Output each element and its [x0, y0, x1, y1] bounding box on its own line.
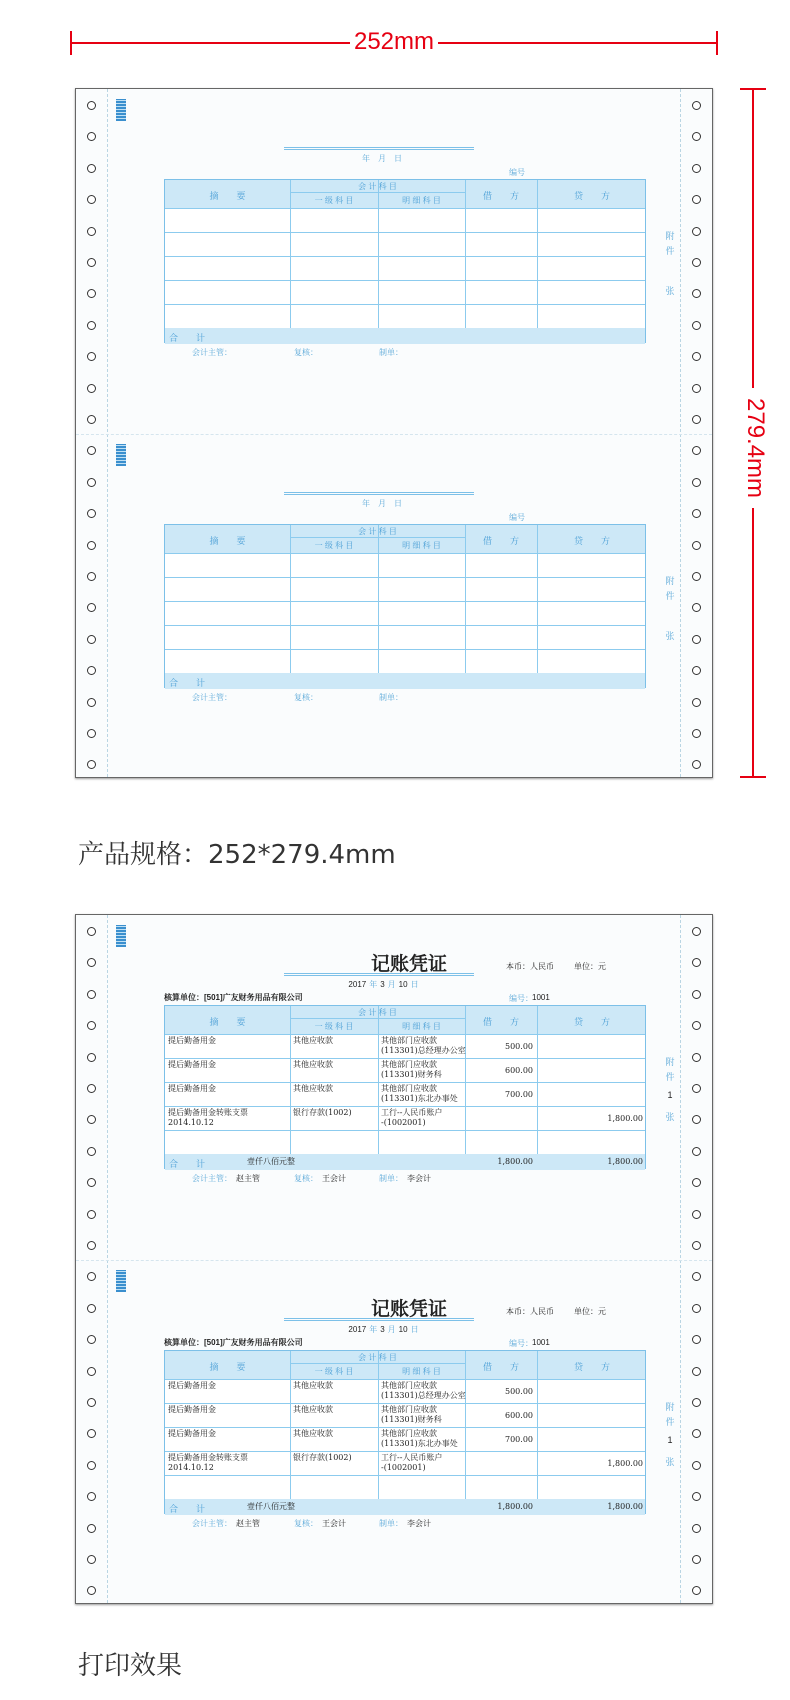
voucher-number: 1001 [532, 993, 550, 1002]
row-divider [165, 256, 645, 257]
attachment-label-fu: 附 [665, 1402, 675, 1412]
total-credit: 1,800.00 [607, 1502, 643, 1511]
attachment-label-jian: 件 [665, 591, 675, 601]
number-label: 编号 [509, 513, 525, 522]
attachment-label-jian: 件 [665, 1417, 675, 1427]
reviewer-label: 复核： [294, 1174, 318, 1183]
header-credit: 贷 方 [573, 536, 610, 546]
date-year: 2017 [348, 980, 367, 989]
side-brand-logo [112, 444, 126, 694]
number-label: 编号： [509, 1339, 533, 1348]
column-divider [465, 1351, 466, 1499]
tractor-hole [87, 1084, 96, 1093]
tractor-hole [692, 927, 701, 936]
header-credit: 贷 方 [573, 191, 610, 201]
header-level1: 一 级 科 目 [314, 541, 354, 550]
header-summary: 摘 要 [209, 1362, 246, 1372]
header-detail: 明 细 科 目 [402, 541, 441, 550]
maker-label: 制单： [379, 1174, 403, 1183]
total-words: 壹仟八佰元整 [247, 1502, 295, 1511]
header-detail: 明 细 科 目 [402, 196, 441, 205]
date-month: 3 [380, 980, 385, 989]
row-divider [165, 1106, 645, 1107]
maker-signer [379, 1518, 431, 1529]
tractor-hole [87, 1304, 96, 1313]
total-label: 合 计 [169, 678, 206, 688]
total-words: 壹仟八佰元整 [247, 1157, 295, 1166]
row-level1: 其他应收款 [293, 1429, 333, 1438]
spec-caption: 产品规格：252*279.4mm [78, 840, 396, 870]
tractor-hole [692, 1555, 701, 1564]
tractor-hole [87, 927, 96, 936]
supervisor-signer [192, 1518, 260, 1529]
reviewer-name: 王会计 [322, 1174, 346, 1183]
voucher-date [282, 1324, 482, 1335]
tractor-hole [87, 1555, 96, 1564]
voucher-number: 1001 [532, 1338, 550, 1347]
tractor-hole [87, 635, 96, 644]
total-debit: 1,800.00 [497, 1502, 533, 1511]
maker-label: 制单： [379, 1519, 403, 1528]
header-split [290, 192, 465, 193]
voucher-date [282, 979, 482, 990]
row-debit: 700.00 [505, 1090, 533, 1099]
entity-label: 核算单位：[501]广友财务用品有限公司 [164, 1338, 303, 1347]
maker-label: 制单： [379, 693, 403, 702]
reviewer-signer [294, 1518, 346, 1529]
side-brand-logo [112, 99, 126, 349]
tractor-hole [692, 635, 701, 644]
row-summary: 提后勤备用金 [168, 1429, 216, 1438]
tractor-hole [692, 384, 701, 393]
attachment-label-zhang: 张 [665, 286, 675, 296]
tractor-hole [87, 101, 96, 110]
header-split [290, 537, 465, 538]
reviewer-signer [294, 347, 318, 358]
tractor-hole [692, 990, 701, 999]
attachment-label-fu: 附 [665, 1057, 675, 1067]
tractor-hole [692, 729, 701, 738]
header-credit: 贷 方 [573, 1017, 610, 1027]
currency-label: 本币：人民币 [506, 962, 554, 971]
header-bottom [165, 208, 645, 209]
reviewer-label: 复核： [294, 693, 318, 702]
attachment-label-fu: 附 [665, 576, 675, 586]
row-summary: 提后勤备用金 [168, 1060, 216, 1069]
supervisor-signer [192, 1173, 260, 1184]
entity-label: 核算单位：[501]广友财务用品有限公司 [164, 993, 303, 1002]
date-month-label: 月 [387, 980, 396, 989]
tractor-hole [87, 990, 96, 999]
tractor-hole [692, 1304, 701, 1313]
column-divider [537, 525, 538, 673]
tractor-hole [692, 478, 701, 487]
row-debit: 700.00 [505, 1435, 533, 1444]
tractor-hole [692, 1398, 701, 1407]
supervisor-name: 赵主管 [236, 1519, 260, 1528]
total-label: 合 计 [169, 1504, 206, 1514]
row-level1: 银行存款(1002) [293, 1108, 352, 1117]
row-credit: 1,800.00 [607, 1114, 643, 1123]
row-level1: 其他应收款 [293, 1405, 333, 1414]
tractor-hole [692, 321, 701, 330]
row-summary: 提后勤备用金转账支票 2014.10.12 [168, 1108, 248, 1127]
row-level1: 其他应收款 [293, 1060, 333, 1069]
blank-form-sheet [75, 88, 713, 778]
header-credit: 贷 方 [573, 1362, 610, 1372]
row-divider [165, 1403, 645, 1404]
header-split [290, 1363, 465, 1364]
column-divider [537, 180, 538, 328]
maker-signer [379, 347, 403, 358]
header-summary: 摘 要 [209, 1017, 246, 1027]
title-underline [284, 147, 474, 150]
voucher-table [164, 1005, 646, 1169]
number-label: 编号 [509, 168, 525, 177]
total-credit: 1,800.00 [607, 1157, 643, 1166]
row-level1: 其他应收款 [293, 1084, 333, 1093]
voucher [164, 1260, 646, 1604]
row-divider [165, 577, 645, 578]
row-divider [165, 649, 645, 650]
total-label: 合 计 [169, 1159, 206, 1169]
date-day-label: 日 [410, 980, 419, 989]
tractor-hole [692, 1053, 701, 1062]
supervisor-name: 赵主管 [236, 1174, 260, 1183]
total-debit: 1,800.00 [497, 1157, 533, 1166]
tractor-hole [692, 1084, 701, 1093]
attachment-label-jian: 件 [665, 1072, 675, 1082]
voucher-date: 年 月 日 [362, 499, 402, 508]
tractor-hole [692, 1147, 701, 1156]
column-divider [465, 1006, 466, 1154]
height-dimension [728, 88, 778, 778]
header-bottom [165, 1379, 645, 1380]
tractor-hole [87, 415, 96, 424]
header-split [290, 1018, 465, 1019]
row-detail: 其他部门应收款 (113301)财务科 [381, 1060, 442, 1079]
unit-label: 单位：元 [574, 962, 606, 971]
row-detail: 其他部门应收款 (113301)东北办事处 [381, 1429, 458, 1448]
date-month: 3 [380, 1325, 385, 1334]
row-divider [165, 1058, 645, 1059]
reviewer-label: 复核： [294, 348, 318, 357]
tractor-hole [692, 1210, 701, 1219]
row-debit: 600.00 [505, 1066, 533, 1075]
height-label: 279.4mm [734, 388, 774, 508]
attachment-count: 1 [667, 1435, 673, 1445]
row-detail: 其他部门应收款 (113301)总经理办公室 [381, 1381, 466, 1400]
header-subject: 会 计 科 目 [358, 182, 397, 191]
row-divider [165, 304, 645, 305]
reviewer-signer [294, 692, 318, 703]
date-year: 2017 [348, 1325, 367, 1334]
header-detail: 明 细 科 目 [402, 1367, 441, 1376]
attachment-label-zhang: 张 [665, 631, 675, 641]
voucher-title: 记账凭证 [370, 1298, 447, 1320]
column-divider [465, 525, 466, 673]
side-brand-logo [112, 1270, 126, 1520]
tractor-hole [87, 321, 96, 330]
tractor-hole [692, 572, 701, 581]
tractor-hole [87, 384, 96, 393]
voucher [164, 434, 646, 778]
title-underline [284, 1318, 474, 1321]
voucher-date: 年 月 日 [362, 154, 402, 163]
printed-form-sheet [75, 914, 713, 1604]
row-level1: 其他应收款 [293, 1036, 333, 1045]
supervisor-label: 会计主管： [192, 348, 232, 357]
row-level1: 其他应收款 [293, 1381, 333, 1390]
row-divider [165, 1427, 645, 1428]
barcode-mark [116, 99, 126, 121]
row-detail: 工行--人民币账户 -(1002001) [381, 1453, 443, 1472]
barcode-mark [116, 925, 126, 947]
print-caption: 打印效果 [78, 1651, 183, 1681]
row-summary: 提后勤备用金 [168, 1084, 216, 1093]
row-divider [165, 1451, 645, 1452]
row-detail: 工行--人民币账户 -(1002001) [381, 1108, 443, 1127]
width-dimension [70, 28, 718, 56]
row-debit: 500.00 [505, 1042, 533, 1051]
header-summary: 摘 要 [209, 536, 246, 546]
tractor-hole [87, 1461, 96, 1470]
header-subject: 会 计 科 目 [358, 1353, 397, 1362]
tractor-hole [692, 1367, 701, 1376]
row-summary: 提后勤备用金转账支票 2014.10.12 [168, 1453, 248, 1472]
row-divider [165, 601, 645, 602]
attachment-label-zhang: 张 [665, 1112, 675, 1122]
total-row [165, 673, 645, 689]
row-credit: 1,800.00 [607, 1459, 643, 1468]
maker-name: 李会计 [407, 1174, 431, 1183]
row-divider [165, 1475, 645, 1476]
header-level1: 一 级 科 目 [314, 196, 354, 205]
tractor-hole [87, 1053, 96, 1062]
title-underline [284, 492, 474, 495]
header-level1: 一 级 科 目 [314, 1367, 354, 1376]
barcode-mark [116, 444, 126, 466]
total-row [165, 328, 645, 344]
tractor-hole [87, 164, 96, 173]
tractor-hole [87, 258, 96, 267]
voucher [164, 915, 646, 1260]
header-bottom [165, 553, 645, 554]
tractor-hole [692, 164, 701, 173]
tractor-hole [692, 258, 701, 267]
tractor-hole [87, 227, 96, 236]
width-label: 252mm [350, 28, 438, 55]
tractor-hole [692, 698, 701, 707]
number-label: 编号： [509, 994, 533, 1003]
tractor-hole [87, 1524, 96, 1533]
date-year-label: 年 [369, 980, 378, 989]
tractor-hole [692, 1524, 701, 1533]
supervisor-signer [192, 347, 232, 358]
unit-label: 单位：元 [574, 1307, 606, 1316]
row-summary: 提后勤备用金 [168, 1405, 216, 1414]
header-debit: 借 方 [482, 1017, 519, 1027]
tractor-hole [692, 1241, 701, 1250]
row-divider [165, 1130, 645, 1131]
total-label: 合 计 [169, 333, 206, 343]
tractor-hole [692, 541, 701, 550]
barcode-mark [116, 1270, 126, 1292]
currency-label: 本币：人民币 [506, 1307, 554, 1316]
height-tick-bottom [740, 776, 766, 778]
voucher-table [164, 179, 646, 343]
tractor-hole [87, 1147, 96, 1156]
row-divider [165, 232, 645, 233]
header-bottom [165, 1034, 645, 1035]
row-level1: 银行存款(1002) [293, 1453, 352, 1462]
reviewer-signer [294, 1173, 346, 1184]
voucher-table [164, 1350, 646, 1514]
row-debit: 600.00 [505, 1411, 533, 1420]
attachment-count: 1 [667, 1090, 673, 1100]
voucher-title: 记账凭证 [370, 953, 447, 975]
tractor-hole [87, 1398, 96, 1407]
attachment-label-fu: 附 [665, 231, 675, 241]
column-divider [537, 1006, 538, 1154]
row-summary: 提后勤备用金 [168, 1381, 216, 1390]
row-summary: 提后勤备用金 [168, 1036, 216, 1045]
supervisor-label: 会计主管： [192, 693, 232, 702]
tractor-hole [87, 729, 96, 738]
header-debit: 借 方 [482, 191, 519, 201]
tractor-hole [692, 1461, 701, 1470]
title-underline [284, 973, 474, 976]
date-day-label: 日 [410, 1325, 419, 1334]
header-debit: 借 方 [482, 536, 519, 546]
tractor-hole [87, 1241, 96, 1250]
date-day: 10 [398, 1325, 408, 1334]
row-detail: 其他部门应收款 (113301)总经理办公室 [381, 1036, 466, 1055]
tractor-hole [87, 541, 96, 550]
tractor-hole [87, 478, 96, 487]
attachment-label-jian: 件 [665, 246, 675, 256]
reviewer-label: 复核： [294, 1519, 318, 1528]
row-divider [165, 1082, 645, 1083]
reviewer-name: 王会计 [322, 1519, 346, 1528]
supervisor-label: 会计主管： [192, 1519, 232, 1528]
maker-name: 李会计 [407, 1519, 431, 1528]
date-year-label: 年 [369, 1325, 378, 1334]
voucher [164, 89, 646, 434]
header-detail: 明 细 科 目 [402, 1022, 441, 1031]
header-subject: 会 计 科 目 [358, 1008, 397, 1017]
row-detail: 其他部门应收款 (113301)财务科 [381, 1405, 442, 1424]
tractor-hole [87, 698, 96, 707]
header-subject: 会 计 科 目 [358, 527, 397, 536]
tractor-hole [692, 227, 701, 236]
tractor-hole [87, 1367, 96, 1376]
header-level1: 一 级 科 目 [314, 1022, 354, 1031]
maker-label: 制单： [379, 348, 403, 357]
date-day: 10 [398, 980, 408, 989]
date-month-label: 月 [387, 1325, 396, 1334]
header-summary: 摘 要 [209, 191, 246, 201]
tractor-hole [87, 1210, 96, 1219]
tractor-hole [87, 572, 96, 581]
row-divider [165, 280, 645, 281]
header-debit: 借 方 [482, 1362, 519, 1372]
row-debit: 500.00 [505, 1387, 533, 1396]
row-detail: 其他部门应收款 (113301)东北办事处 [381, 1084, 458, 1103]
row-divider [165, 625, 645, 626]
tractor-hole [692, 415, 701, 424]
column-divider [465, 180, 466, 328]
supervisor-label: 会计主管： [192, 1174, 232, 1183]
tractor-hole [692, 101, 701, 110]
maker-signer [379, 1173, 431, 1184]
side-brand-logo [112, 925, 126, 1175]
column-divider [537, 1351, 538, 1499]
voucher-table [164, 524, 646, 688]
attachment-label-zhang: 张 [665, 1457, 675, 1467]
supervisor-signer [192, 692, 232, 703]
maker-signer [379, 692, 403, 703]
